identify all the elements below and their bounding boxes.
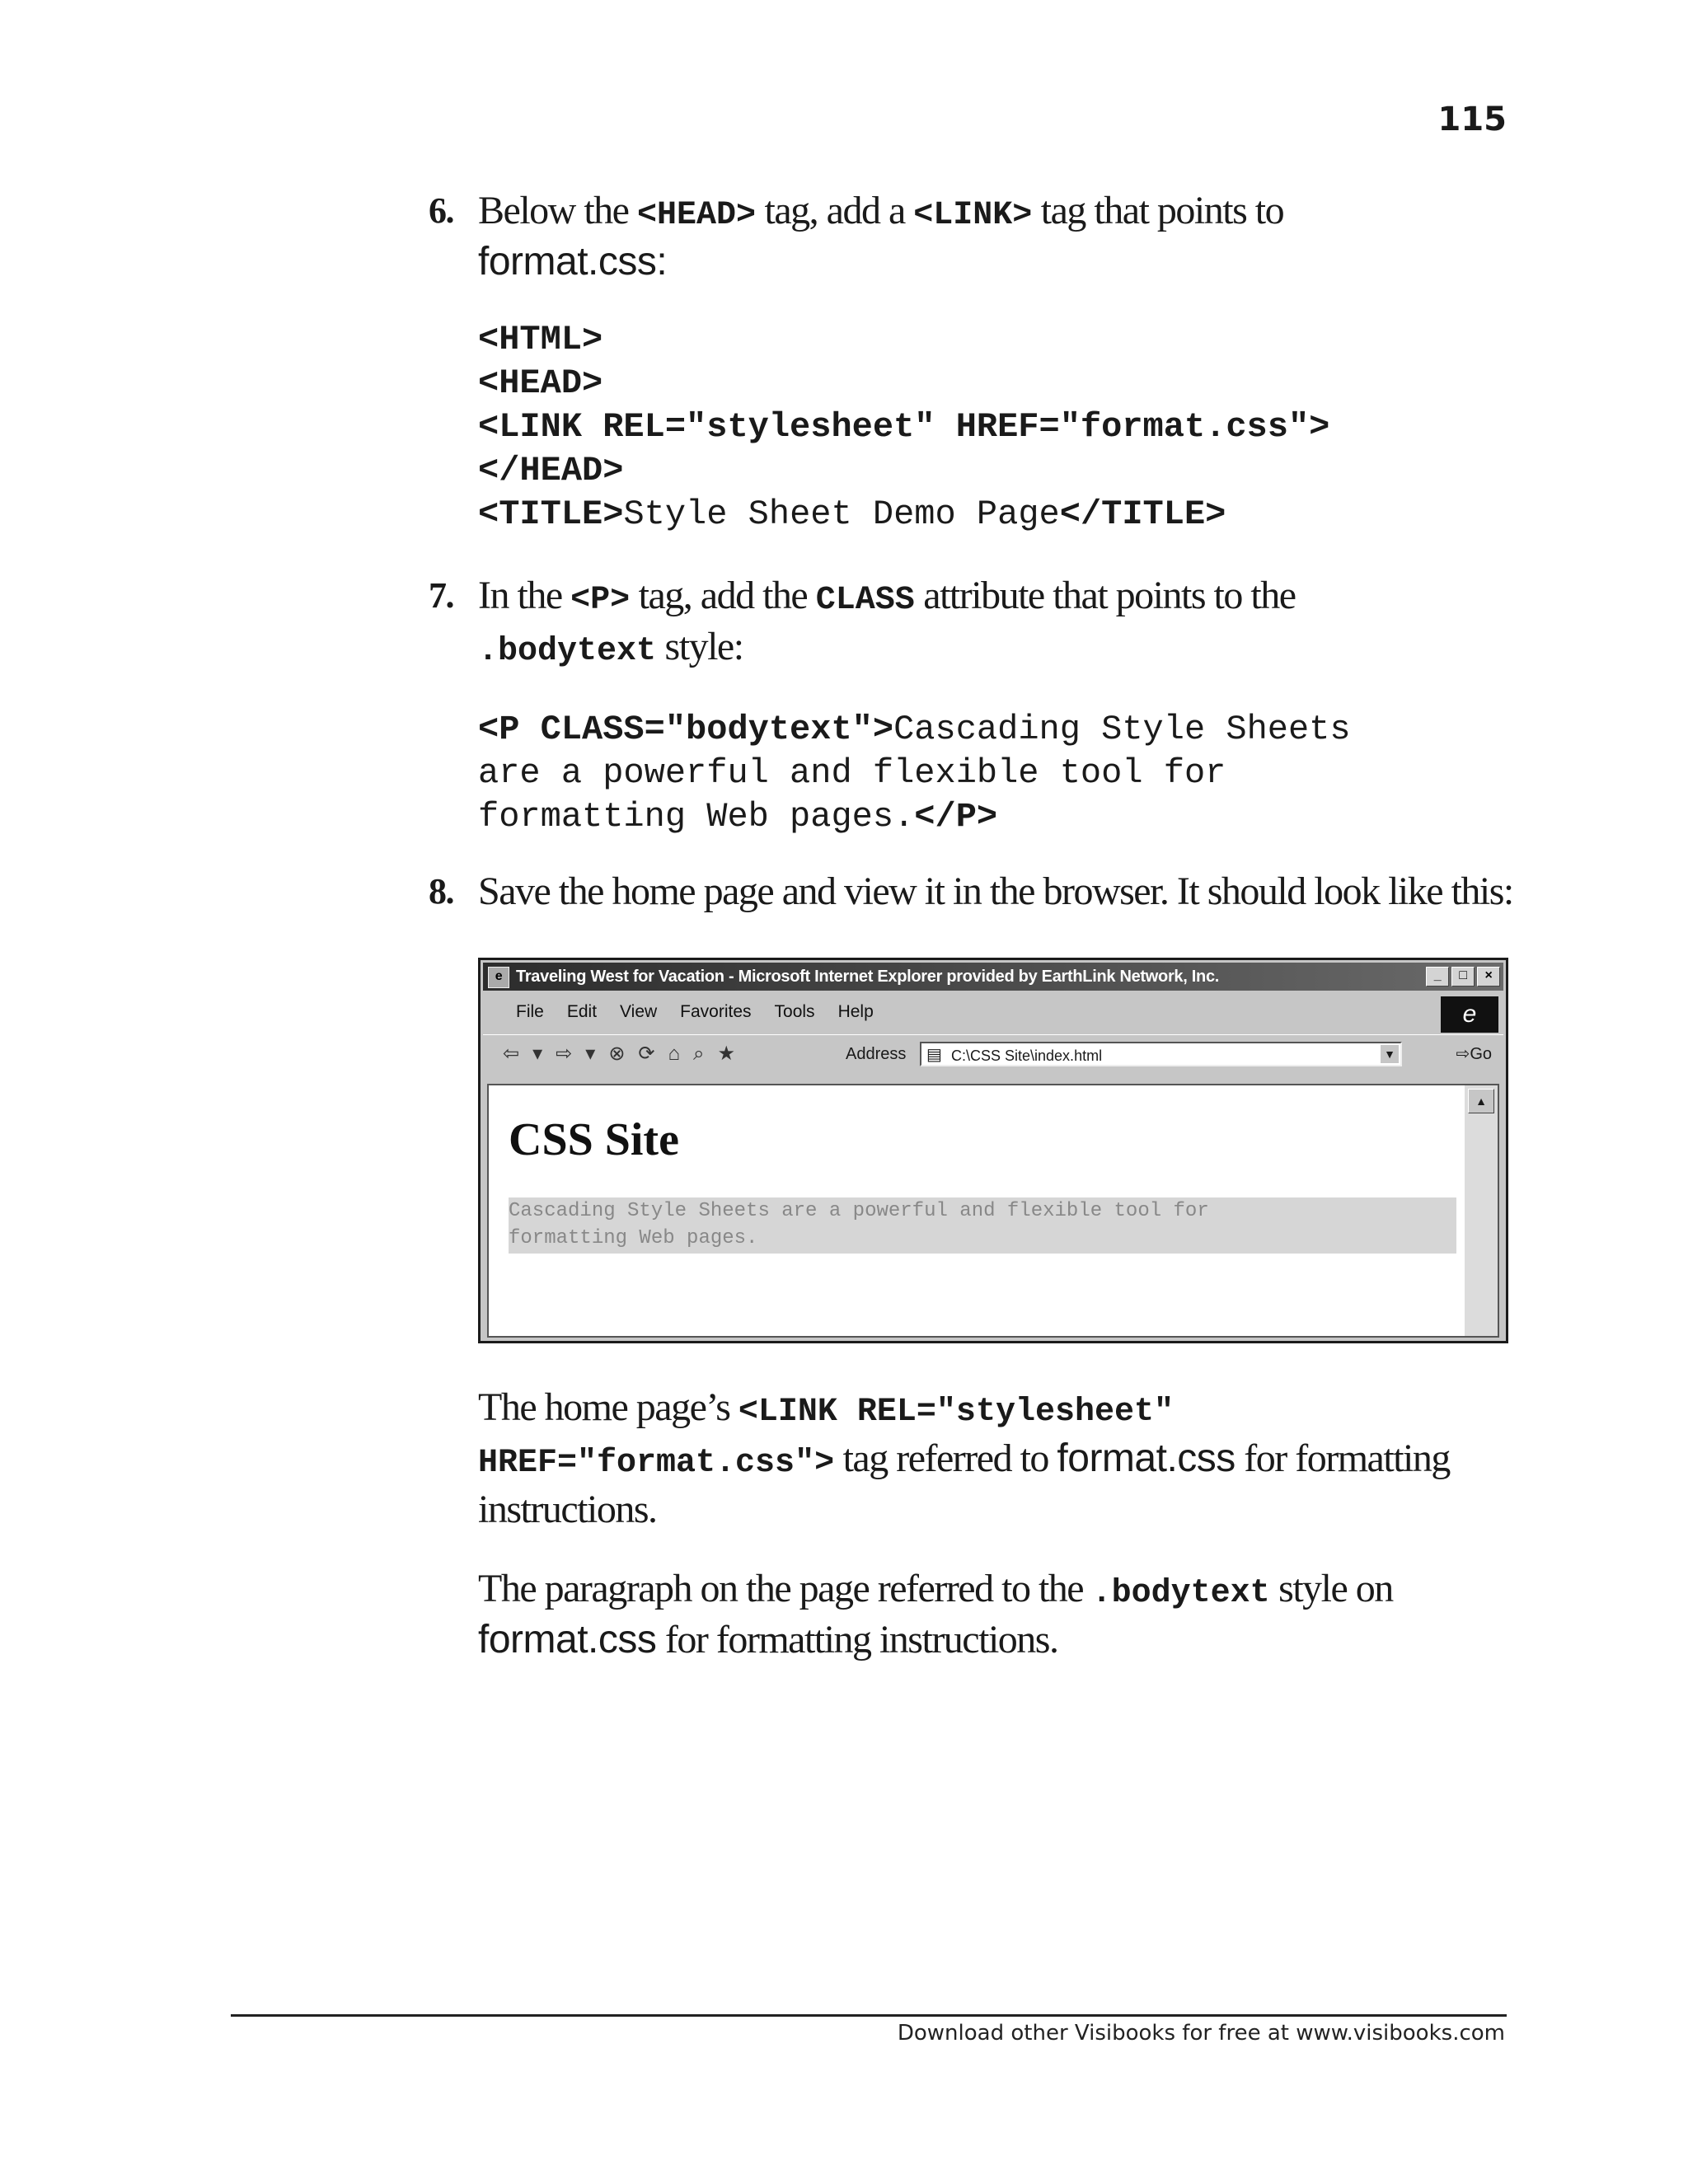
footer-divider <box>231 2014 1507 2017</box>
paragraph-text: The paragraph on the page referred to the <box>478 1567 1092 1610</box>
paragraph-text: for formatting instructions. <box>478 1436 1450 1531</box>
dropdown-icon: ▾ <box>585 1043 596 1065</box>
search-icon: ⌕ <box>693 1043 705 1065</box>
step-7 <box>429 573 1525 675</box>
paragraph-text: style on <box>1269 1567 1393 1610</box>
stop-icon: ⊗ <box>608 1043 626 1065</box>
minimize-icon: _ <box>1426 967 1449 987</box>
browser-viewport <box>487 1084 1499 1338</box>
code-text: Style Sheet Demo Page <box>623 494 1060 534</box>
step-6 <box>429 188 1525 285</box>
ie-icon: e <box>488 967 509 988</box>
chevron-down-icon: ▼ <box>1381 1045 1399 1063</box>
browser-screenshot <box>478 958 1508 1343</box>
menu-favorites: Favorites <box>680 1002 752 1021</box>
step-number: 7. <box>429 575 453 616</box>
code-line: <HTML> <box>478 320 603 359</box>
browser-toolbar <box>483 1034 1503 1073</box>
address-label: Address <box>846 1045 907 1063</box>
inline-code: .bodytext <box>478 633 657 670</box>
filename: format.css <box>1057 1436 1236 1480</box>
instruction-text: : <box>656 240 668 284</box>
step-number: 6. <box>429 190 453 231</box>
step-instruction <box>478 573 1525 675</box>
menu-edit: Edit <box>566 1002 598 1021</box>
filename: format.css <box>478 240 657 284</box>
inline-code: CLASS <box>815 582 915 619</box>
window-controls <box>1426 967 1500 987</box>
inline-code: <LINK REL="stylesheet" HREF="format.css"> <box>478 1394 1174 1482</box>
page-icon: ▤ <box>926 1046 942 1064</box>
go-button <box>1456 1035 1492 1073</box>
site-heading: CSS Site <box>509 1114 679 1165</box>
inline-code: <LINK> <box>913 197 1033 234</box>
menu-view: View <box>620 1002 658 1021</box>
paragraph-text: tag referred to <box>834 1436 1057 1480</box>
instruction-text: Below the <box>478 189 637 232</box>
menu-tools: Tools <box>774 1002 815 1021</box>
page-number: 115 <box>1437 101 1507 138</box>
step-instruction: Save the home page and view it in the browser. It should look like this: <box>478 869 1513 913</box>
maximize-icon: □ <box>1451 967 1475 987</box>
menu-help: Help <box>837 1002 874 1021</box>
code-line: <LINK REL="stylesheet" HREF="format.css"> <box>478 407 1330 447</box>
instruction-text: style: <box>656 625 743 668</box>
inline-code: <HEAD> <box>636 197 756 234</box>
instruction-text: tag, add the <box>630 574 816 617</box>
go-arrow-icon: ⇨ <box>1456 1045 1470 1063</box>
bodytext-line: Cascading Style Sheets are a powerful and flexible tool for <box>509 1200 1209 1222</box>
code-tag: <P CLASS="bodytext"> <box>478 710 894 749</box>
code-block-paragraph <box>478 708 1525 839</box>
bodytext-paragraph <box>509 1197 1456 1254</box>
explanation-class <box>478 1566 1525 1663</box>
refresh-icon: ⟳ <box>638 1043 655 1065</box>
instruction-text: tag, add a <box>756 189 914 232</box>
code-line: </HEAD> <box>478 451 624 490</box>
code-tag: </TITLE> <box>1059 494 1226 534</box>
instruction-text: tag that points to <box>1032 189 1284 232</box>
footer-text: Download other Visibooks for free at www.visibooks.com <box>897 2021 1505 2046</box>
go-label: Go <box>1470 1045 1492 1063</box>
paragraph-text: The home page’s <box>478 1385 738 1429</box>
home-icon: ⌂ <box>668 1043 681 1065</box>
menu-items <box>516 993 874 1031</box>
back-icon: ⇦ <box>503 1043 520 1065</box>
window-title: Traveling West for Vacation - Microsoft Internet Explorer provided by EarthLink Network, Inc. <box>516 968 1220 986</box>
code-text: are a powerful and flexible tool for <box>478 753 1226 793</box>
menu-bar <box>483 993 1503 1031</box>
instruction-text: In the <box>478 574 571 617</box>
scroll-up-icon: ▲ <box>1468 1089 1494 1113</box>
step-8 <box>429 869 1525 913</box>
code-tag: <TITLE> <box>478 494 624 534</box>
paragraph-text: for formatting instructions. <box>656 1618 1058 1661</box>
step-number: 8. <box>429 871 453 912</box>
forward-icon: ⇨ <box>556 1043 573 1065</box>
step-instruction <box>478 188 1525 285</box>
code-tag: </P> <box>914 797 998 837</box>
scrollbar <box>1465 1085 1498 1336</box>
close-icon: × <box>1477 967 1500 987</box>
bodytext-line: formatting Web pages. <box>509 1227 758 1249</box>
favorites-icon: ★ <box>717 1043 735 1065</box>
code-line: <HEAD> <box>478 363 603 403</box>
filename: format.css <box>478 1618 657 1661</box>
window-titlebar <box>483 963 1503 991</box>
page-content <box>429 188 1525 1663</box>
instruction-text: attribute that points to the <box>914 574 1296 617</box>
toolbar-buttons <box>503 1035 735 1073</box>
ie-logo-icon: e <box>1441 996 1498 1033</box>
inline-code: .bodytext <box>1091 1575 1270 1612</box>
dropdown-icon: ▾ <box>532 1043 543 1065</box>
address-bar <box>920 1042 1402 1066</box>
menu-file: File <box>516 1002 544 1021</box>
address-value: C:\CSS Site\index.html <box>951 1047 1103 1064</box>
code-text: formatting Web pages. <box>478 797 915 837</box>
code-block-head <box>478 318 1525 537</box>
inline-code: <P> <box>570 582 631 619</box>
code-text: Cascading Style Sheets <box>893 710 1351 749</box>
explanation-link <box>478 1385 1525 1533</box>
